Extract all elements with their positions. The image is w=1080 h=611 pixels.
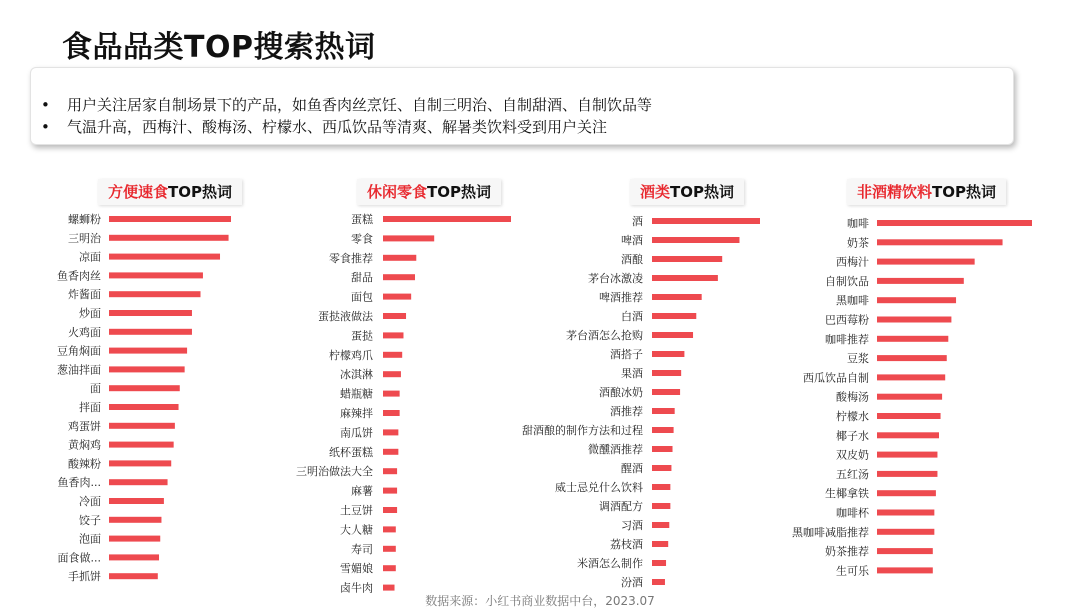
category-label: 习酒 xyxy=(621,519,643,532)
category-label: 蛋挞液做法 xyxy=(318,310,373,323)
bullet-dot-icon: • xyxy=(41,96,50,114)
bar xyxy=(652,294,702,300)
category-label: 零食推荐 xyxy=(329,251,373,265)
bar-chart-svg xyxy=(260,175,530,595)
bar xyxy=(877,432,939,438)
chart-soft-drinks xyxy=(780,175,1080,595)
category-label: 三明治做法大全 xyxy=(296,465,373,479)
summary-bullet-1 xyxy=(41,94,652,115)
bar xyxy=(652,484,670,490)
bar xyxy=(109,216,231,222)
category-label: 冷面 xyxy=(79,495,101,508)
category-label: 土豆饼 xyxy=(340,504,373,517)
bar xyxy=(383,449,398,455)
chart-convenience-food xyxy=(0,175,260,595)
category-label: 麻薯 xyxy=(351,484,373,498)
bar xyxy=(109,442,174,448)
bar xyxy=(383,526,396,532)
category-label: 鱼香肉丝 xyxy=(57,269,101,283)
bar xyxy=(109,291,201,297)
category-label: 酒酿冰奶 xyxy=(599,386,643,399)
chart-alcohol xyxy=(522,175,780,595)
bar xyxy=(652,560,666,566)
bar xyxy=(109,254,220,260)
bar xyxy=(652,218,760,224)
bar xyxy=(877,490,936,496)
bar xyxy=(652,427,674,433)
bar xyxy=(652,256,722,262)
bar xyxy=(109,366,185,372)
category-label: 螺蛳粉 xyxy=(68,213,101,226)
bar xyxy=(383,216,511,222)
bar-chart-svg xyxy=(522,175,780,595)
category-label: 酒搭子 xyxy=(610,348,643,361)
bar xyxy=(652,351,684,357)
category-label: 炸酱面 xyxy=(68,288,101,302)
category-label: 三明治 xyxy=(68,231,101,245)
bar xyxy=(877,471,937,477)
category-label: 火鸡面 xyxy=(68,325,101,339)
category-label: 南瓜饼 xyxy=(340,426,373,440)
category-label: 自制饮品 xyxy=(825,274,869,288)
bar xyxy=(877,239,1003,245)
bar xyxy=(877,510,934,516)
category-label: 柠檬鸡爪 xyxy=(329,348,373,362)
bar xyxy=(109,573,158,579)
bar xyxy=(109,404,179,410)
category-label: 豆浆 xyxy=(847,352,869,366)
category-label: 蛋挞 xyxy=(351,329,373,343)
bar xyxy=(383,371,401,377)
bar xyxy=(877,413,941,419)
bar xyxy=(109,329,192,335)
bar xyxy=(877,567,933,573)
bar-chart-svg xyxy=(780,175,1080,595)
category-label: 手抓饼 xyxy=(68,570,101,584)
category-label: 茅台冰激凌 xyxy=(588,272,643,285)
bar xyxy=(652,465,671,471)
bar xyxy=(109,479,168,485)
bar xyxy=(109,517,161,523)
bar xyxy=(109,235,229,241)
bar xyxy=(877,317,951,323)
category-label: 面 xyxy=(90,382,101,396)
category-label: 冰淇淋 xyxy=(340,368,373,382)
bar xyxy=(652,408,675,414)
bar xyxy=(109,498,164,504)
category-label: 蛋糕 xyxy=(351,213,373,226)
bar xyxy=(652,313,696,319)
category-label: 雪媚娘 xyxy=(340,562,373,576)
category-label: 茅台酒怎么抢购 xyxy=(566,329,643,342)
category-label: 果酒 xyxy=(621,367,643,380)
category-label: 奶茶推荐 xyxy=(825,545,869,559)
category-label: 威士忌兑什么饮料 xyxy=(555,481,643,494)
summary-text-1: 用户关注居家自制场景下的产品，如鱼香肉丝烹饪、自制三明治、自制甜酒、自制饮品等 xyxy=(67,96,653,114)
category-label: 西瓜饮品自制 xyxy=(803,371,869,385)
category-label: 葱油拌面 xyxy=(57,363,101,377)
category-label: 鱼香肉... xyxy=(57,476,101,490)
bar xyxy=(383,429,398,435)
bar xyxy=(877,297,956,303)
category-label: 拌面 xyxy=(79,401,101,414)
category-label: 啤酒推荐 xyxy=(599,291,643,304)
bar xyxy=(383,294,411,300)
bar xyxy=(877,355,947,361)
category-label: 白酒 xyxy=(621,310,643,323)
bar xyxy=(652,522,669,528)
summary-box xyxy=(30,67,1014,145)
bar xyxy=(383,235,434,241)
category-label: 黑咖啡减脂推荐 xyxy=(792,525,869,539)
category-label: 卤牛肉 xyxy=(340,581,373,595)
category-label: 黑咖啡 xyxy=(836,294,869,308)
category-label: 纸杯蛋糕 xyxy=(329,445,373,459)
bar xyxy=(109,272,203,278)
bar xyxy=(652,579,665,585)
category-label: 鸡蛋饼 xyxy=(68,419,101,433)
category-label: 泡面 xyxy=(79,532,101,546)
bar xyxy=(383,565,396,571)
bar xyxy=(877,452,937,458)
bar xyxy=(383,488,397,494)
bar xyxy=(109,385,180,391)
category-label: 零食 xyxy=(351,232,373,246)
bar xyxy=(383,507,397,513)
bar xyxy=(877,278,964,284)
bar xyxy=(652,389,680,395)
bar xyxy=(383,585,395,591)
category-label: 酸梅汤 xyxy=(836,390,869,404)
summary-bullet-2 xyxy=(41,116,607,137)
category-label: 西梅汁 xyxy=(836,255,869,269)
bar xyxy=(383,352,402,358)
page-title: 食品品类TOP搜索热词 xyxy=(62,30,376,65)
category-label: 荔枝酒 xyxy=(610,538,643,551)
bar xyxy=(652,503,670,509)
bar xyxy=(109,536,160,542)
chart-title-rest: TOP热词 xyxy=(168,183,232,201)
category-label: 甜酒酿的制作方法和过程 xyxy=(522,424,643,437)
category-label: 黄焖鸡 xyxy=(68,438,101,452)
category-label: 麻辣拌 xyxy=(340,407,373,420)
chart-title-highlight: 酒类 xyxy=(640,183,671,201)
category-label: 酒 xyxy=(632,215,643,228)
category-label: 面食做... xyxy=(57,551,101,565)
bar xyxy=(877,259,975,265)
bar xyxy=(877,394,942,400)
chart-title-highlight: 休闲零食 xyxy=(367,183,428,201)
category-label: 调酒配方 xyxy=(599,500,643,513)
category-label: 米酒怎么制作 xyxy=(577,557,643,570)
category-label: 双皮奶 xyxy=(836,448,869,462)
bar xyxy=(109,423,175,429)
bar xyxy=(109,554,159,560)
category-label: 酒推荐 xyxy=(610,405,643,418)
bar xyxy=(652,370,681,376)
chart-title-rest: TOP热词 xyxy=(427,183,491,201)
category-label: 咖啡 xyxy=(847,217,869,230)
category-label: 面包 xyxy=(351,290,373,304)
category-label: 凉面 xyxy=(79,250,101,264)
bar xyxy=(652,237,739,243)
bar xyxy=(652,332,693,338)
bar xyxy=(652,541,668,547)
category-label: 五红汤 xyxy=(836,467,869,481)
bar-chart-svg xyxy=(0,175,260,595)
chart-snacks xyxy=(260,175,530,595)
category-label: 微醺酒推荐 xyxy=(588,443,643,456)
category-label: 寿司 xyxy=(351,542,373,556)
bar xyxy=(383,332,403,338)
bar xyxy=(877,548,933,554)
bar xyxy=(383,313,406,319)
chart-title-rest: TOP热词 xyxy=(932,183,996,201)
bar xyxy=(383,391,400,397)
category-label: 酒酿 xyxy=(621,253,643,266)
category-label: 豆角焖面 xyxy=(57,344,101,358)
bar xyxy=(383,255,416,261)
bar xyxy=(877,374,945,380)
bar xyxy=(383,274,415,280)
bullet-dot-icon: • xyxy=(41,118,50,136)
category-label: 椰子水 xyxy=(836,429,869,443)
category-label: 生可乐 xyxy=(836,564,869,578)
category-label: 巴西莓粉 xyxy=(825,313,869,327)
bar xyxy=(877,220,1032,226)
category-label: 蜡瓶糖 xyxy=(340,387,373,401)
category-label: 大人糖 xyxy=(340,523,373,537)
category-label: 甜品 xyxy=(351,271,373,285)
category-label: 咖啡推荐 xyxy=(825,332,869,346)
category-label: 奶茶 xyxy=(847,236,869,250)
category-label: 炒面 xyxy=(79,307,101,320)
bar xyxy=(877,336,948,342)
category-label: 醒酒 xyxy=(621,462,643,475)
bar xyxy=(109,348,187,354)
bar xyxy=(652,446,673,452)
category-label: 柠檬水 xyxy=(836,410,869,423)
summary-text-2: 气温升高，西梅汁、酸梅汤、柠檬水、西瓜饮品等清爽、解暑类饮料受到用户关注 xyxy=(67,118,608,136)
category-label: 汾酒 xyxy=(621,576,643,589)
category-label: 啤酒 xyxy=(621,234,643,247)
chart-title-rest: TOP热词 xyxy=(670,183,734,201)
category-label: 酸辣粉 xyxy=(68,457,101,471)
category-label: 咖啡杯 xyxy=(836,506,869,520)
chart-title-highlight: 方便速食 xyxy=(108,183,169,201)
bar xyxy=(109,310,192,316)
bar xyxy=(383,468,397,474)
bar xyxy=(383,410,400,416)
bar xyxy=(109,460,171,466)
bar xyxy=(383,546,396,552)
source-note: 数据来源：小红书商业数据中台，2023.07 xyxy=(425,594,655,608)
bar xyxy=(877,529,934,535)
category-label: 饺子 xyxy=(79,513,101,527)
bar xyxy=(652,275,718,281)
chart-title-highlight: 非酒精饮料 xyxy=(857,183,933,201)
category-label: 生椰拿铁 xyxy=(825,487,869,501)
